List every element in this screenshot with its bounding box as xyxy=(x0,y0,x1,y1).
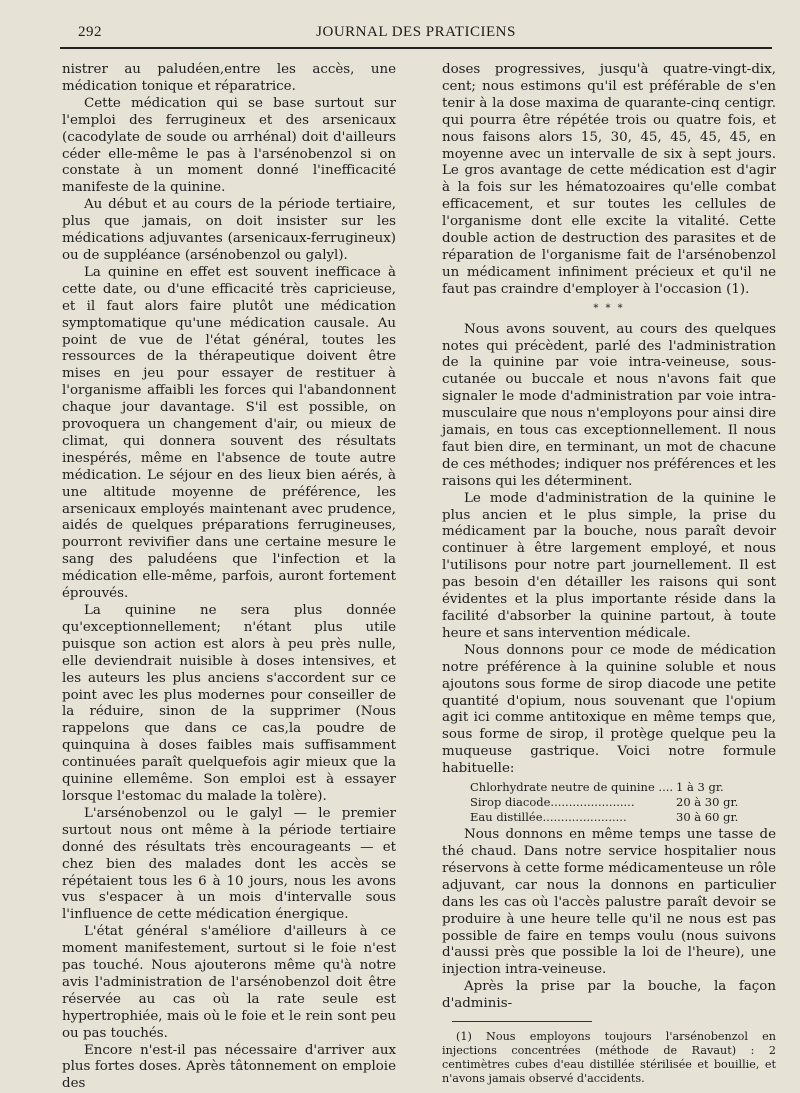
paragraph: L'arsénobenzol ou le galyl — le premier surtout nous ont même à la période tertiaire donné des résultats très encourageants — et chez bien des malades dont les accès se répétaient tous les 6 à 10 jours, nous les avons vus s'espacer à un mois d'intervalle sous l'influence de cette médication énergique. xyxy=(62,805,396,923)
journal-title: JOURNAL DES PRATICIENS xyxy=(316,24,516,40)
page-number: 292 xyxy=(78,24,102,40)
paragraph: L'état général s'améliore d'ailleurs à ce moment manifestement, surtout si le foie n'est pas touché. Nous ajouterons même qu'à notre avis l'administration de l'arsénobenzol doit être réservée au cas où la rate seule est hypertrophiée, mais où le foie et le rein sont peu ou pas touchés. xyxy=(62,924,396,1041)
paragraph: La quinine en effet est souvent inefficace à cette date, ou d'une efficacité très capricieuse, et il faut alors faire plutôt une médication symptomatique qu'une médication causale. Au point de vue de l'état général, toutes les ressources de la thérapeutique doivent être mises en jeu pour essayer de restituer à l'organisme affaibli les forces qui l'abandonnent chaque jour davantage. S'il est possible, on provoquera un changement d'air, ou mieux de climat, qui donnera souvent des résultats inespérés, même en l'absence de toute autre médication. Le séjour en des lieux bien aérés, à une altitude moyenne de préférence, les arsenicaux employés maintenant avec prudence, aidés de quelques préparations ferrugineuses, pourront revivifier dans une certaine mesure le sang des paludéens que l'infection et la médication elle-même, parfois, auront fortement éprouvés. xyxy=(62,264,396,602)
formula-row xyxy=(470,795,776,810)
paragraph: Nous avons souvent, au cours des quelques notes qui précèdent, parlé des l'administration de la quinine par voie intra-veineuse, sous-cutanée ou buccale et nous n'avons fait que signaler le mode d'administration par voie intra-musculaire que nous n'employons pour ainsi dire jamais, en tous cas exceptionnellement. Il nous faut bien dire, en terminant, un mot de chacune de ces méthodes; indiquer nos préférences et les raisons qui les déterminent. xyxy=(442,321,776,489)
footnote-text: (1) Nous employons toujours l'arsénobenzol en injections concentrées (méthode de Ravaut) : 2 centimètres cubes d'eau distillée stérilisée et bouillie, et n'avons jamais observé d'accidents. xyxy=(442,1030,776,1086)
formula-quantity: 30 à 60 gr. xyxy=(676,810,739,825)
paragraph: Encore n'est-il pas nécessaire d'arriver aux plus fortes doses. Après tâtonnement on emploie des xyxy=(62,1042,396,1092)
paragraph: Nous donnons pour ce mode de médication notre préférence à la quinine soluble et nous ajoutons sous forme de sirop diacode une petite quantité d'opium, nous souvenant que l'opium agit ici comme antitoxique en même temps que, sous forme de sirop, il protège quelque peu la muqueuse gastrique. Voici notre formule habituelle: xyxy=(442,642,776,777)
prescription-formula xyxy=(470,780,776,825)
section-separator: * * * xyxy=(593,302,625,314)
formula-ingredient: Sirop diacode....................... xyxy=(470,795,635,810)
paragraph: La quinine ne sera plus donnée qu'exceptionnellement; n'étant plus utile puisque son action est alors à peu près nulle, elle deviendrait nuisible à doses intensives, et les auteurs les plus anciens s'accordent sur ce point avec les plus modernes pour conseiller de la réduire, sinon de la supprimer (Nous rappelons que dans ce cas,la poudre de quinquina à doses faibles mais suffisamment continuées paraît quelquefois agir mieux que la quinine ellemême. Son emploi est à essayer lorsque l'estomac du malade la tolère). xyxy=(62,603,396,804)
footnote xyxy=(442,1030,776,1086)
formula-row xyxy=(470,780,776,795)
paragraph: Au début et au cours de la période tertiaire, plus que jamais, on doit insister sur les médications adjuvantes (arsenicaux-ferrugineux) ou de suppléance (arsénobenzol ou galyl). xyxy=(62,197,396,263)
paragraph: Après la prise par la bouche, la façon d'adminis- xyxy=(442,979,776,1012)
formula-row xyxy=(470,810,776,825)
paragraph: Le mode d'administration de la quinine le plus ancien et le plus simple, la prise du médicament par la bouche, nous paraît devoir continuer à être largement employé, et nous l'utilisons pour notre part journellement. Il est pas besoin d'en détailler les raisons qui sont évidentes et la plus importante réside dans la facilité d'absorber la quinine partout, à toute heure et sans intervention médicale. xyxy=(442,490,776,641)
right-column xyxy=(442,62,776,1086)
formula-quantity: 1 à 3 gr. xyxy=(676,780,724,795)
paragraph: doses progressives, jusqu'à quatre-vingt-dix, cent; nous estimons qu'il est préférable de s'en tenir à la dose maxima de quarante-cinq centigr. qui pourra être répétée trois ou quatre fois, et nous faisons alors 15, 30, 45, 45, 45, 45, en moyenne avec un intervalle de six à sept jours. Le gros avantage de cette médication est d'agir à la fois sur les hématozoaires qu'elle combat efficacement, et sur toutes les cellules de l'organisme dont elle excite la vitalité. Cette double action de destruction des parasites et de réparation de l'organisme fait de l'arsénobenzol un médicament infiniment précieux et qu'il ne faut pas craindre d'employer à l'occasion (1). xyxy=(442,62,776,297)
formula-ingredient: Chlorhydrate neutre de quinine .... xyxy=(470,780,674,795)
footnote-rule xyxy=(452,1021,592,1022)
paragraph: nistrer au paludéen,entre les accès, une médication tonique et réparatrice. xyxy=(62,62,396,94)
left-column xyxy=(62,62,396,1093)
paragraph: Cette médication qui se base surtout sur l'emploi des ferrugineux et des arsenicaux (cacodylate de soude ou arrhénal) doit d'ailleurs céder elle-même le pas à l'arsénobenzol si on constate à un moment donné l'inefficacité manifeste de la quinine. xyxy=(62,95,396,196)
paragraph: Nous donnons en même temps une tasse de thé chaud. Dans notre service hospitalier nous réservons à cette forme médicamenteuse un rôle adjuvant, car nous la donnons en particulier dans les cas où l'accès palustre paraît devoir se produire à une heure telle qu'il ne nous est pas possible de faire en temps voulu (nous suivons d'aussi près que possible la loi de l'heure), une injection intra-veineuse. xyxy=(442,827,776,978)
page-header xyxy=(60,22,772,44)
formula-ingredient: Eau distillée....................... xyxy=(470,810,627,825)
formula-quantity: 20 à 30 gr. xyxy=(676,795,739,810)
header-rule xyxy=(60,47,772,49)
